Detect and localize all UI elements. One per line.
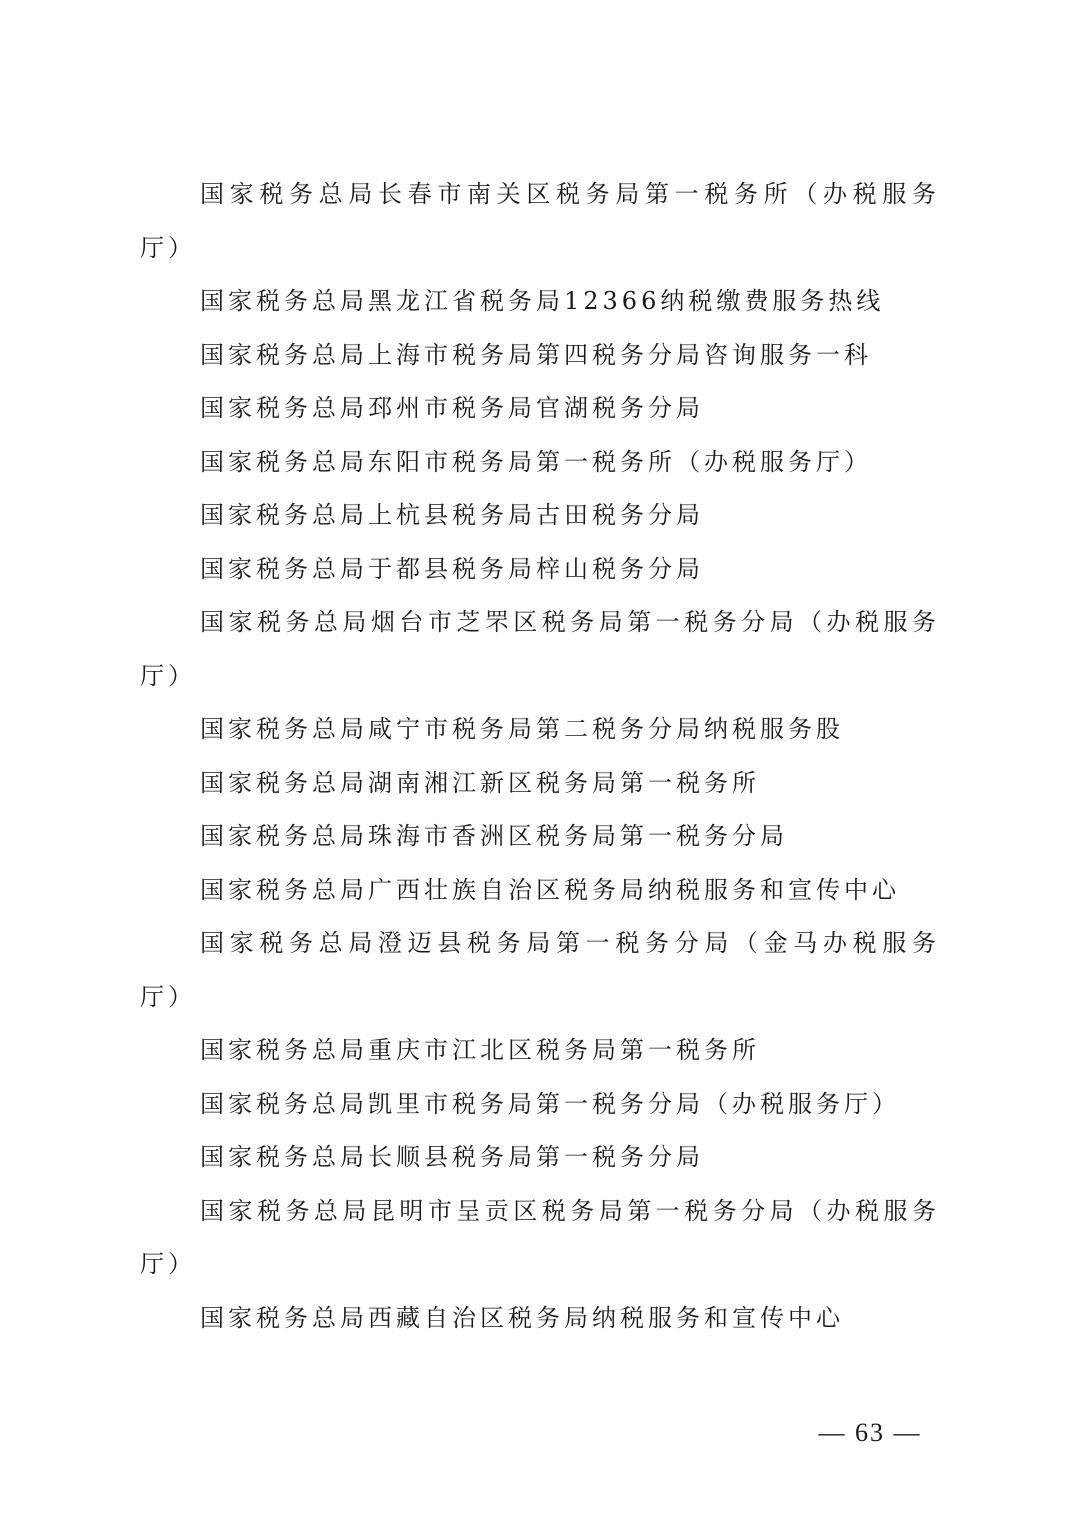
list-item: 国家税务总局凯里市税务局第一税务分局（办税服务厅）: [200, 1089, 900, 1118]
page-number: — 63 —: [818, 1418, 922, 1447]
list-item: 国家税务总局珠海市香洲区税务局第一税务分局: [200, 822, 788, 850]
list-item: 国家税务总局邳州市税务局官湖税务分局: [200, 394, 704, 422]
list-item: 国家税务总局上海市税务局第四税务分局咨询服务一科: [200, 340, 872, 369]
list-item: 国家税务总局烟台市芝罘区税务局第一税务分局（办税服务厅）: [140, 608, 940, 690]
list-item: 国家税务总局广西壮族自治区税务局纳税服务和宣传中心: [200, 875, 900, 904]
list-item: 国家税务总局西藏自治区税务局纳税服务和宣传中心: [200, 1303, 844, 1332]
list-item: 国家税务总局重庆市江北区税务局第一税务所: [200, 1036, 760, 1064]
list-item: 国家税务总局东阳市税务局第一税务所（办税服务厅）: [200, 447, 872, 476]
list-item: 国家税务总局黑龙江省税务局12366纳税缴费服务热线: [200, 287, 885, 315]
list-item: 国家税务总局长顺县税务局第一税务分局: [200, 1143, 704, 1171]
organization-list: [140, 168, 940, 1345]
list-item: 国家税务总局湖南湘江新区税务局第一税务所: [200, 768, 760, 797]
list-item: 国家税务总局于都县税务局梓山税务分局: [200, 554, 704, 583]
list-item: 国家税务总局上杭县税务局古田税务分局: [200, 501, 704, 529]
list-item: 国家税务总局昆明市呈贡区税务局第一税务分局（办税服务厅）: [140, 1196, 940, 1278]
list-item: 国家税务总局咸宁市税务局第二税务分局纳税服务股: [200, 715, 844, 743]
list-item: 国家税务总局长春市南关区税务局第一税务所（办税服务厅）: [140, 180, 940, 262]
list-item: 国家税务总局澄迈县税务局第一税务分局（金马办税服务厅）: [140, 929, 940, 1011]
